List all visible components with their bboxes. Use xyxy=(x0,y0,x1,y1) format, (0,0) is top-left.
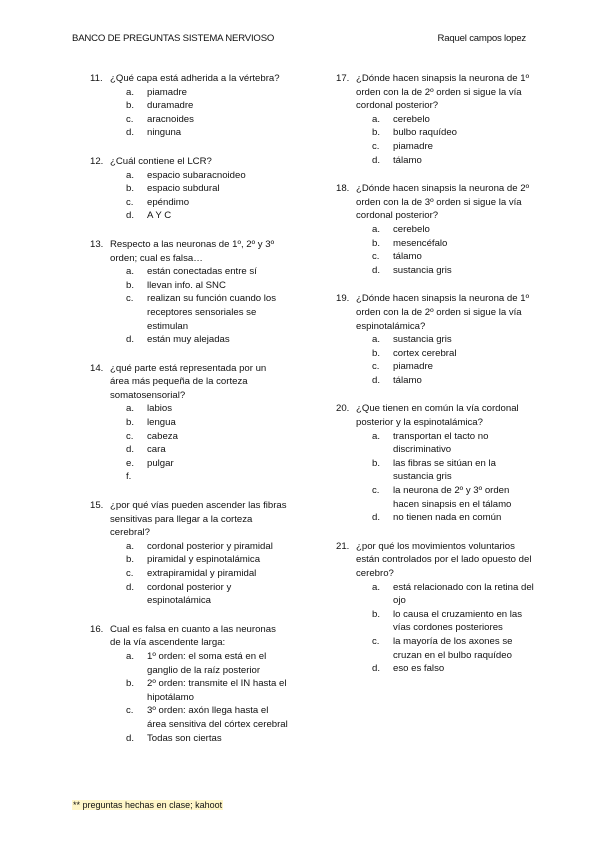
option-letter: b. xyxy=(372,127,381,139)
question-20 xyxy=(336,402,536,524)
option-text: espacio subdural xyxy=(147,183,220,195)
question-number: 12. xyxy=(90,155,104,167)
option-text: cerebelo xyxy=(393,113,430,125)
question-13 xyxy=(90,238,288,347)
option-text: epéndimo xyxy=(147,196,190,208)
option-text: piamadre xyxy=(147,86,187,98)
answer-option xyxy=(90,732,288,746)
option-letter: d. xyxy=(372,512,381,524)
question-21 xyxy=(336,540,536,676)
question-18 xyxy=(336,182,536,277)
option-letter: d. xyxy=(126,732,135,744)
answer-option xyxy=(90,567,288,581)
answer-option xyxy=(90,99,288,113)
question-header xyxy=(336,182,536,223)
question-header xyxy=(336,402,536,429)
answer-option xyxy=(90,402,288,416)
option-text: lengua xyxy=(147,417,176,429)
option-letter: a. xyxy=(372,223,381,235)
option-text: piramidal y espinotalámica xyxy=(147,554,261,566)
option-text: espacio subaracnoideo xyxy=(147,169,246,181)
right-question-column xyxy=(336,72,536,691)
answer-option xyxy=(336,237,536,251)
question-number: 11. xyxy=(90,73,103,84)
option-letter: a. xyxy=(126,403,135,415)
answer-options xyxy=(336,581,536,676)
question-header xyxy=(90,72,288,86)
footer-note: ** preguntas hechas en clase; kahoot xyxy=(73,800,223,810)
option-text: Todas son ciertas xyxy=(147,732,222,744)
option-text: está relacionado con la retina del ojo xyxy=(393,581,534,607)
answer-option xyxy=(336,581,536,608)
answer-option xyxy=(90,209,288,223)
option-letter: a. xyxy=(372,113,381,125)
option-letter: c. xyxy=(372,485,380,497)
option-text: duramadre xyxy=(147,100,194,112)
question-19 xyxy=(336,292,536,387)
option-letter: a. xyxy=(126,650,135,662)
option-letter: a. xyxy=(372,430,381,442)
answer-option xyxy=(90,457,288,471)
option-text: cordonal posterior y piramidal xyxy=(147,540,273,552)
question-header xyxy=(90,362,288,403)
option-text: la neurona de 2º y 3º orden hacen sinapsis en el tálamo xyxy=(393,485,512,510)
answer-option xyxy=(336,347,536,361)
question-16 xyxy=(90,623,288,745)
answer-option xyxy=(336,154,536,168)
option-text: A Y C xyxy=(147,210,172,222)
option-letter: b. xyxy=(126,554,135,566)
option-text: mesencéfalo xyxy=(393,237,448,249)
answer-option xyxy=(90,113,288,127)
option-text: 3º orden: axón llega hasta el área sensitiva del córtex cerebral xyxy=(147,705,288,730)
answer-options xyxy=(90,650,288,745)
option-text: pulgar xyxy=(147,457,174,469)
option-text: lo causa el cruzamiento en las vías cordones posteriores xyxy=(393,608,523,634)
question-header xyxy=(90,155,288,169)
question-17 xyxy=(336,72,536,167)
answer-option xyxy=(90,333,288,347)
answer-option xyxy=(90,416,288,430)
option-letter: a. xyxy=(126,540,135,552)
option-text: piamadre xyxy=(393,361,433,373)
option-letter: b. xyxy=(372,457,381,469)
question-number: 14. xyxy=(90,362,104,374)
option-text: extrapiramidal y piramidal xyxy=(147,568,257,579)
answer-options xyxy=(90,265,288,347)
option-text: cabeza xyxy=(147,430,178,442)
option-text: sustancia gris xyxy=(393,334,452,346)
answer-options xyxy=(336,333,536,387)
answer-option xyxy=(336,264,536,278)
question-number: 19. xyxy=(336,293,350,305)
question-12 xyxy=(90,155,288,223)
option-letter: d. xyxy=(372,154,381,166)
answer-option xyxy=(336,662,536,676)
option-letter: c. xyxy=(126,705,134,717)
option-text: la mayoría de los axones se cruzan en el bulbo raquídeo xyxy=(393,635,513,661)
question-text: ¿Dónde hacen sinapsis la neurona de 1º orden con la de 2º orden si sigue la vía cordonal posterior? xyxy=(356,73,530,112)
option-letter: b. xyxy=(372,347,381,359)
option-letter: c. xyxy=(126,293,134,305)
option-text: 2º orden: transmite el IN hasta el hipotálamo xyxy=(147,678,287,703)
answer-option xyxy=(90,86,288,100)
question-15 xyxy=(90,499,288,608)
question-header xyxy=(90,238,288,265)
option-text: bulbo raquídeo xyxy=(393,127,458,139)
answer-option xyxy=(90,292,288,333)
answer-options xyxy=(90,86,288,140)
option-letter: e. xyxy=(126,457,135,469)
question-text: ¿por qué vías pueden ascender las fibras sensitivas para llegar a la corteza cerebral? xyxy=(110,500,287,539)
option-letter: f. xyxy=(126,471,132,483)
answer-option xyxy=(90,443,288,457)
option-text xyxy=(147,470,288,484)
answer-option xyxy=(90,470,288,484)
option-text: transportan el tacto no discriminativo xyxy=(393,430,489,456)
option-text: están conectadas entre sí xyxy=(147,266,257,278)
question-text: ¿Dónde hacen sinapsis la neurona de 1º orden con la de 2º orden si sigue la vía espinotalámica? xyxy=(356,293,530,332)
option-text: eso es falso xyxy=(393,663,445,675)
question-header xyxy=(90,499,288,540)
answer-option xyxy=(90,430,288,444)
option-text: tálamo xyxy=(393,251,422,263)
option-letter: c. xyxy=(126,113,134,125)
left-question-column xyxy=(90,72,288,760)
author-name: Raquel campos lopez xyxy=(437,33,526,44)
option-letter: b. xyxy=(126,100,135,112)
answer-option xyxy=(336,457,536,484)
answer-option xyxy=(90,169,288,183)
answer-option xyxy=(336,223,536,237)
option-letter: d. xyxy=(372,663,381,675)
answer-option xyxy=(90,704,288,731)
document-title: BANCO DE PREGUNTAS SISTEMA NERVIOSO xyxy=(72,33,275,44)
option-letter: c. xyxy=(126,568,134,579)
option-letter: d. xyxy=(126,127,135,139)
answer-option xyxy=(336,635,536,662)
option-text: aracnoides xyxy=(147,113,194,125)
option-letter: c. xyxy=(126,196,134,208)
option-text: cara xyxy=(147,444,166,456)
answer-option xyxy=(336,484,536,511)
option-text: cordonal posterior y espinotalámica xyxy=(147,581,232,607)
answer-option xyxy=(336,608,536,635)
question-header xyxy=(336,72,536,113)
question-number: 21. xyxy=(336,540,350,552)
option-letter: d. xyxy=(372,374,381,386)
answer-option xyxy=(90,196,288,210)
option-text: sustancia gris xyxy=(393,264,452,276)
option-letter: b. xyxy=(372,608,381,620)
question-number: 15. xyxy=(90,500,104,512)
option-text: cortex cerebral xyxy=(393,347,457,359)
option-letter: a. xyxy=(372,581,381,593)
answer-option xyxy=(336,360,536,374)
answer-options xyxy=(336,223,536,277)
question-text: ¿Qué capa está adherida a la vértebra? xyxy=(110,73,280,84)
option-letter: d. xyxy=(126,444,135,456)
answer-option xyxy=(90,540,288,554)
option-text: están muy alejadas xyxy=(147,334,230,346)
answer-options xyxy=(336,430,536,525)
option-letter: c. xyxy=(372,361,380,373)
answer-option xyxy=(336,250,536,264)
option-letter: b. xyxy=(126,279,135,291)
answer-options xyxy=(90,540,288,608)
answer-option xyxy=(90,126,288,140)
answer-option xyxy=(336,333,536,347)
option-text: 1º orden: el soma está en el ganglio de la raíz posterior xyxy=(147,650,267,676)
option-letter: d. xyxy=(126,334,135,346)
answer-option xyxy=(90,265,288,279)
option-text: cerebelo xyxy=(393,223,430,235)
option-letter: c. xyxy=(126,430,134,442)
answer-option xyxy=(336,126,536,140)
question-number: 13. xyxy=(90,238,104,250)
option-letter: a. xyxy=(126,266,135,278)
answer-option xyxy=(90,279,288,293)
answer-option xyxy=(336,511,536,525)
option-letter: c. xyxy=(372,140,380,152)
option-text: tálamo xyxy=(393,374,422,386)
answer-options xyxy=(90,169,288,223)
question-number: 17. xyxy=(336,73,350,84)
option-text: ninguna xyxy=(147,127,182,139)
option-letter: b. xyxy=(126,183,135,195)
question-11 xyxy=(90,72,288,140)
question-header xyxy=(336,540,536,581)
question-header xyxy=(336,292,536,333)
question-text: ¿Que tienen en común la vía cordonal posterior y la espinotalámica? xyxy=(356,403,519,429)
question-14 xyxy=(90,362,288,484)
option-text: no tienen nada en común xyxy=(393,512,502,524)
option-letter: d. xyxy=(126,210,135,222)
answer-option xyxy=(336,140,536,154)
option-letter: b. xyxy=(126,417,135,429)
question-text: ¿Cuál contiene el LCR? xyxy=(110,155,212,167)
question-number: 20. xyxy=(336,403,350,415)
option-letter: d. xyxy=(372,264,381,276)
question-text: ¿Dónde hacen sinapsis la neurona de 2º orden con la de 3º orden si sigue la vía cordonal posterior? xyxy=(356,183,530,222)
option-text: piamadre xyxy=(393,140,433,152)
question-text: ¿por qué los movimientos voluntarios están controlados por el lado opuesto del cerebro? xyxy=(356,540,532,579)
option-letter: b. xyxy=(126,678,135,690)
option-text: labios xyxy=(147,403,173,415)
question-text: Respecto a las neuronas de 1º, 2º y 3º orden; cual es falsa… xyxy=(110,238,275,264)
answer-option xyxy=(336,430,536,457)
question-text: Cual es falsa en cuanto a las neuronas de la vía ascendente larga: xyxy=(110,623,276,649)
answer-option xyxy=(90,677,288,704)
answer-options xyxy=(336,113,536,167)
answer-option xyxy=(90,182,288,196)
option-letter: a. xyxy=(126,169,135,181)
question-number: 16. xyxy=(90,623,104,635)
option-text: llevan info. al SNC xyxy=(147,279,226,291)
answer-options xyxy=(90,402,288,484)
answer-option xyxy=(336,374,536,388)
question-header xyxy=(90,623,288,650)
answer-option xyxy=(336,113,536,127)
option-letter: b. xyxy=(372,237,381,249)
option-text: realizan su función cuando los receptores sensoriales se estimulan xyxy=(147,293,277,332)
option-letter: a. xyxy=(372,334,381,346)
option-letter: a. xyxy=(126,86,135,98)
answer-option xyxy=(90,553,288,567)
option-text: tálamo xyxy=(393,154,422,166)
option-letter: c. xyxy=(372,251,380,263)
question-number: 18. xyxy=(336,183,350,195)
option-letter: c. xyxy=(372,635,380,647)
answer-option xyxy=(90,650,288,677)
question-text: ¿qué parte está representada por un área más pequeña de la corteza somatosensorial? xyxy=(110,362,267,401)
option-text: las fibras se sitúan en la sustancia gris xyxy=(393,457,496,483)
answer-option xyxy=(90,581,288,608)
option-letter: d. xyxy=(126,581,135,593)
